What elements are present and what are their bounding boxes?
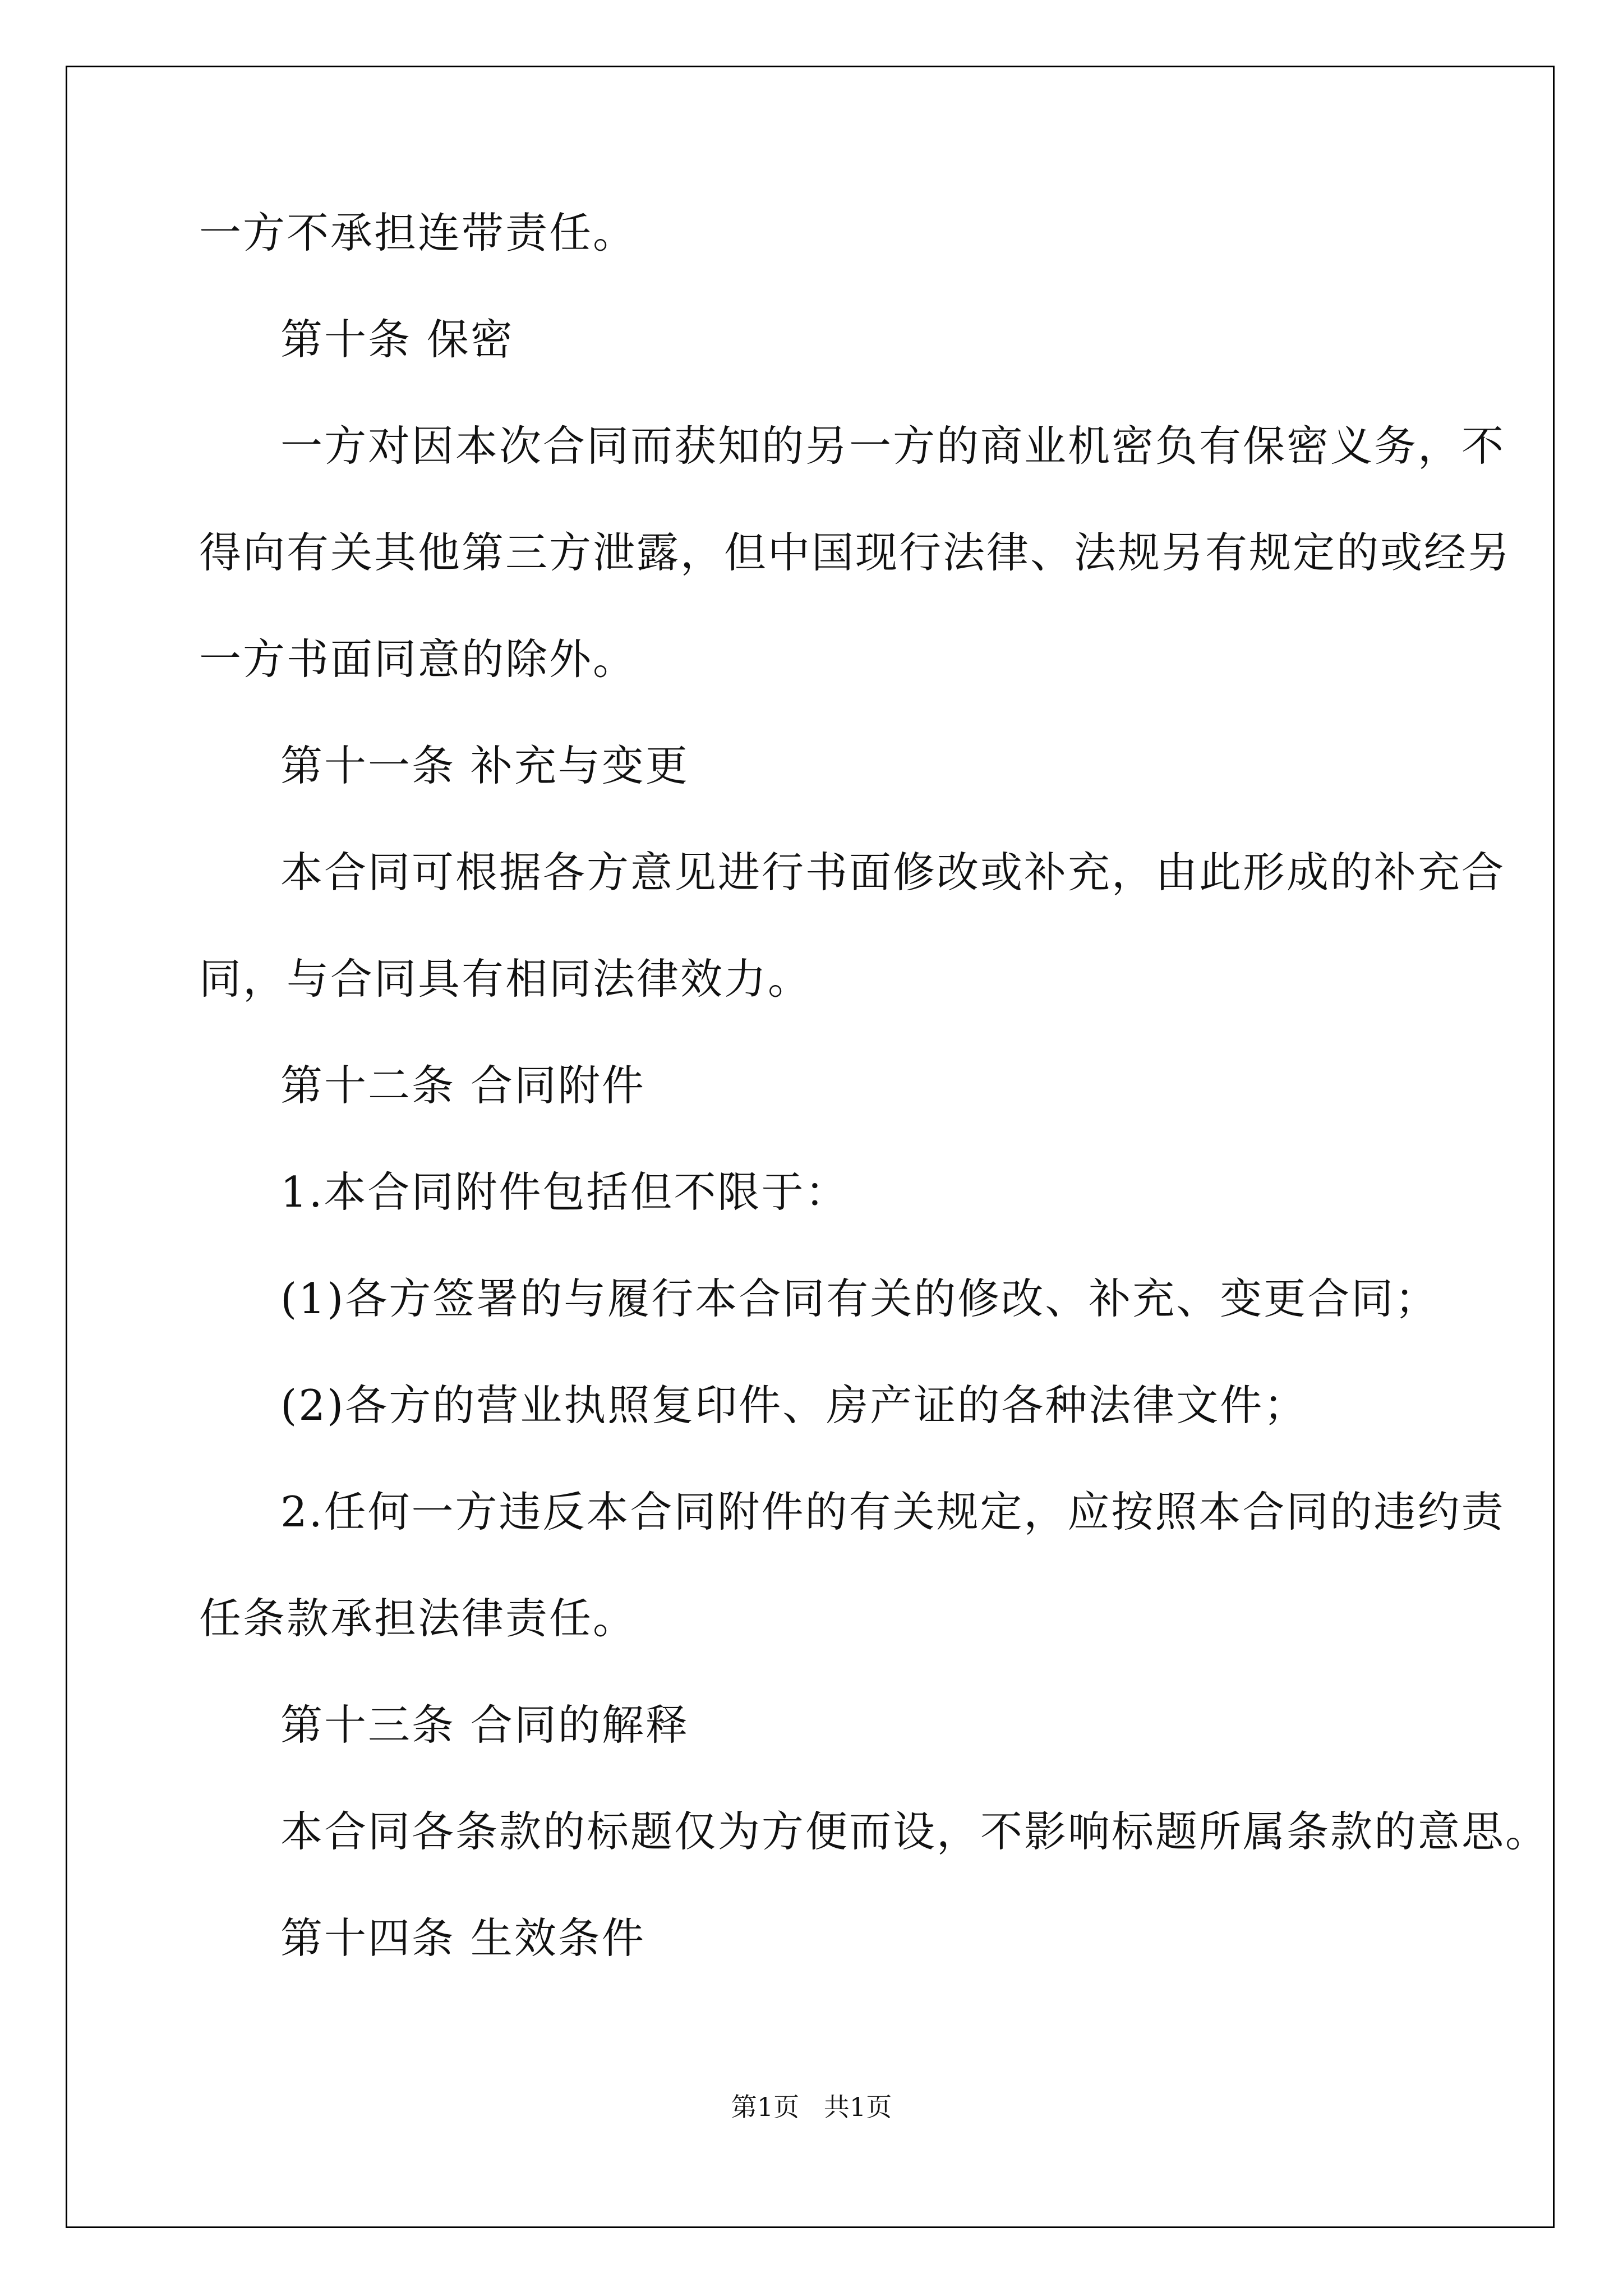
body-text-line: 一方书面同意的除外。 [199, 634, 637, 684]
list-item: (1)各方签署的与履行本合同有关的修改、补充、变更合同； [280, 1274, 1439, 1323]
list-item: 1.本合同附件包括但不限于： [280, 1167, 849, 1217]
page-number-footer: 第1页 共1页 [731, 2092, 892, 2122]
page-border [66, 66, 1555, 2228]
body-text-line: 一方对因本次合同而获知的另一方的商业机密负有保密义务，不 [280, 421, 1506, 471]
article-heading: 第十条 保密 [280, 315, 514, 364]
body-text-line: 任条款承担法律责任。 [199, 1594, 637, 1643]
body-text-line: 本合同各条款的标题仅为方便而设，不影响标题所属条款的意思。 [280, 1807, 1550, 1856]
article-heading: 第十一条 补充与变更 [280, 741, 689, 790]
body-text-line: 同，与合同具有相同法律效力。 [199, 954, 812, 1004]
article-heading: 第十三条 合同的解释 [280, 1700, 689, 1750]
body-text-line: 得向有关其他第三方泄露，但中国现行法律、法规另有规定的或经另 [199, 528, 1512, 577]
body-text-line: 一方不承担连带责任。 [199, 208, 637, 257]
list-item: 2.任何一方违反本合同附件的有关规定，应按照本合同的违约责 [280, 1487, 1505, 1536]
list-item: (2)各方的营业执照复印件、房产证的各种法律文件； [280, 1381, 1308, 1430]
article-heading: 第十四条 生效条件 [280, 1913, 645, 1963]
article-heading: 第十二条 合同附件 [280, 1061, 645, 1110]
body-text-line: 本合同可根据各方意见进行书面修改或补充，由此形成的补充合 [280, 848, 1506, 897]
